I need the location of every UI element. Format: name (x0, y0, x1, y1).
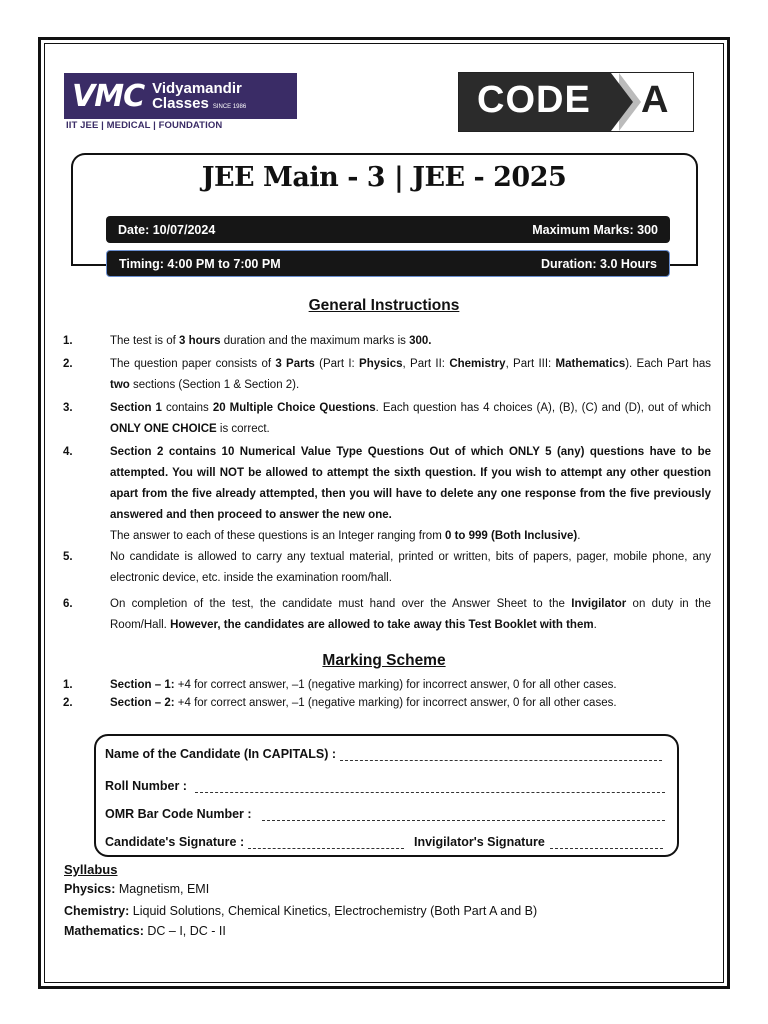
logo-divider (64, 118, 297, 119)
instruction-number: 6. (63, 598, 73, 610)
panel-edge (71, 264, 111, 266)
vmc-logo (64, 73, 297, 119)
section-label: Section – 2: (110, 697, 175, 709)
logo-line1: Vidyamandir (152, 80, 242, 97)
instruction-text (110, 594, 711, 636)
physics-label: Physics: (64, 882, 116, 896)
bold-text: two (110, 379, 130, 391)
invigilator-signature-line[interactable] (550, 848, 663, 849)
math-topics: DC – I, DC - II (143, 924, 226, 938)
omr-code-line[interactable] (262, 820, 665, 821)
marking-rule: +4 for correct answer, –1 (negative marking) for incorrect answer, 0 for all other cases. (174, 679, 617, 691)
timing-duration-bar (106, 250, 670, 277)
marking-scheme-heading: Marking Scheme (322, 652, 446, 669)
text: is correct. (216, 423, 270, 435)
logo-tagline: IIT JEE | MEDICAL | FOUNDATION (66, 120, 223, 131)
bold-text: Physics (359, 358, 403, 370)
logo-line2: Classes (152, 95, 209, 112)
roll-number-label: Roll Number : (105, 779, 187, 793)
bold-text: 0 to 999 (Both Inclusive) (444, 530, 578, 542)
roll-number-line[interactable] (195, 792, 665, 793)
instruction-number: 3. (63, 402, 73, 414)
bold-text: Invigilator (571, 598, 627, 610)
bold-text: However, the candidates are allowed to take away this Test Booklet with them (170, 619, 594, 631)
text: . Each question has 4 choices (A), (B), (C) and (D), out of which (375, 402, 711, 414)
syllabus-physics (64, 882, 209, 896)
instruction-number: 4. (63, 446, 73, 458)
text: The test is of (110, 335, 180, 347)
section-label: Section – 1: (110, 679, 175, 691)
text: . (593, 619, 597, 631)
chemistry-topics: Liquid Solutions, Chemical Kinetics, Electrochemistry (Both Part A and B) (129, 904, 538, 918)
candidate-signature-line[interactable] (248, 848, 404, 849)
bold-text: Section 2 contains 10 Numerical Value Type Questions Out of which ONLY 5 (any) questions have to be attempted. You will NOT be allowed to attempt the sixth question. If you wish to attempt any other question apart from the five already attempted, then you will have to delete any one response from the five previously answered and then proceed to answer the new one. (110, 446, 711, 521)
text: . (577, 530, 581, 542)
instruction-text (110, 354, 711, 396)
text: No candidate is allowed to carry any textual material, printed or written, bits of papers, pager, mobile phone, any electronic device, etc. inside the examination room/hall. (110, 551, 711, 584)
date-marks-bar (106, 216, 670, 243)
syllabus-heading: Syllabus (64, 862, 118, 877)
max-marks: Maximum Marks: 300 (532, 222, 658, 237)
text: On completion of the test, the candidate must hand over the Answer Sheet to the (110, 598, 572, 610)
syllabus-chemistry (64, 904, 537, 918)
text: The question paper consists of (110, 358, 276, 370)
code-letter: A (641, 79, 669, 121)
general-instructions-heading: General Instructions (308, 297, 460, 314)
logo-short: VMC (72, 78, 145, 114)
paper-code-box (458, 72, 694, 132)
text: (Part I: (314, 358, 360, 370)
marking-number: 2. (63, 697, 73, 709)
exam-duration: Duration: 3.0 Hours (541, 256, 657, 271)
invigilator-signature-label: Invigilator's Signature (414, 835, 545, 849)
text: , Part III: (505, 358, 556, 370)
text: The answer to each of these questions is an Integer ranging from (110, 530, 445, 542)
instruction-text (110, 547, 711, 589)
panel-edge (666, 264, 698, 266)
bold-text: Mathematics (555, 358, 626, 370)
instruction-number: 5. (63, 551, 73, 563)
chemistry-label: Chemistry: (64, 904, 130, 918)
bold-text: Chemistry (449, 358, 506, 370)
exam-date: Date: 10/07/2024 (118, 222, 216, 237)
candidate-name-line[interactable] (340, 760, 662, 761)
marking-text (110, 694, 711, 712)
bold-text: 20 Multiple Choice Questions (212, 402, 376, 414)
instruction-number: 2. (63, 358, 73, 370)
text: duration and the maximum marks is (220, 335, 410, 347)
logo-name (152, 81, 246, 111)
syllabus-mathematics (64, 924, 226, 938)
text: sections (Section 1 & Section 2). (129, 379, 300, 391)
logo-since: SINCE 1986 (212, 104, 247, 110)
bold-text: Section 1 (110, 402, 162, 414)
marking-text (110, 676, 711, 694)
marking-rule: +4 for correct answer, –1 (negative marking) for incorrect answer, 0 for all other cases. (174, 697, 617, 709)
bold-text: 300. (409, 335, 432, 347)
candidate-name-label: Name of the Candidate (In CAPITALS) : (105, 747, 337, 761)
text: on duty in the Room/Hall. (110, 598, 711, 631)
text: ). Each Part has (625, 358, 711, 370)
exam-title: JEE Main - 3 | JEE - 2025 (201, 162, 567, 193)
omr-code-label: OMR Bar Code Number : (105, 807, 252, 821)
exam-timing: Timing: 4:00 PM to 7:00 PM (119, 256, 281, 271)
math-label: Mathematics: (64, 924, 144, 938)
bold-text: ONLY ONE CHOICE (110, 423, 217, 435)
bold-text: 3 Parts (275, 358, 315, 370)
instruction-text (110, 331, 711, 352)
instruction-text (110, 398, 711, 440)
instruction-number: 1. (63, 335, 73, 347)
text: , Part II: (402, 358, 450, 370)
code-label: CODE (477, 79, 591, 121)
code-arrow (611, 73, 633, 131)
candidate-signature-label: Candidate's Signature : (105, 835, 245, 849)
marking-number: 1. (63, 679, 73, 691)
physics-topics: Magnetism, EMI (115, 882, 210, 896)
bold-text: 3 hours (179, 335, 221, 347)
text: contains (161, 402, 213, 414)
instruction-text (110, 442, 711, 547)
